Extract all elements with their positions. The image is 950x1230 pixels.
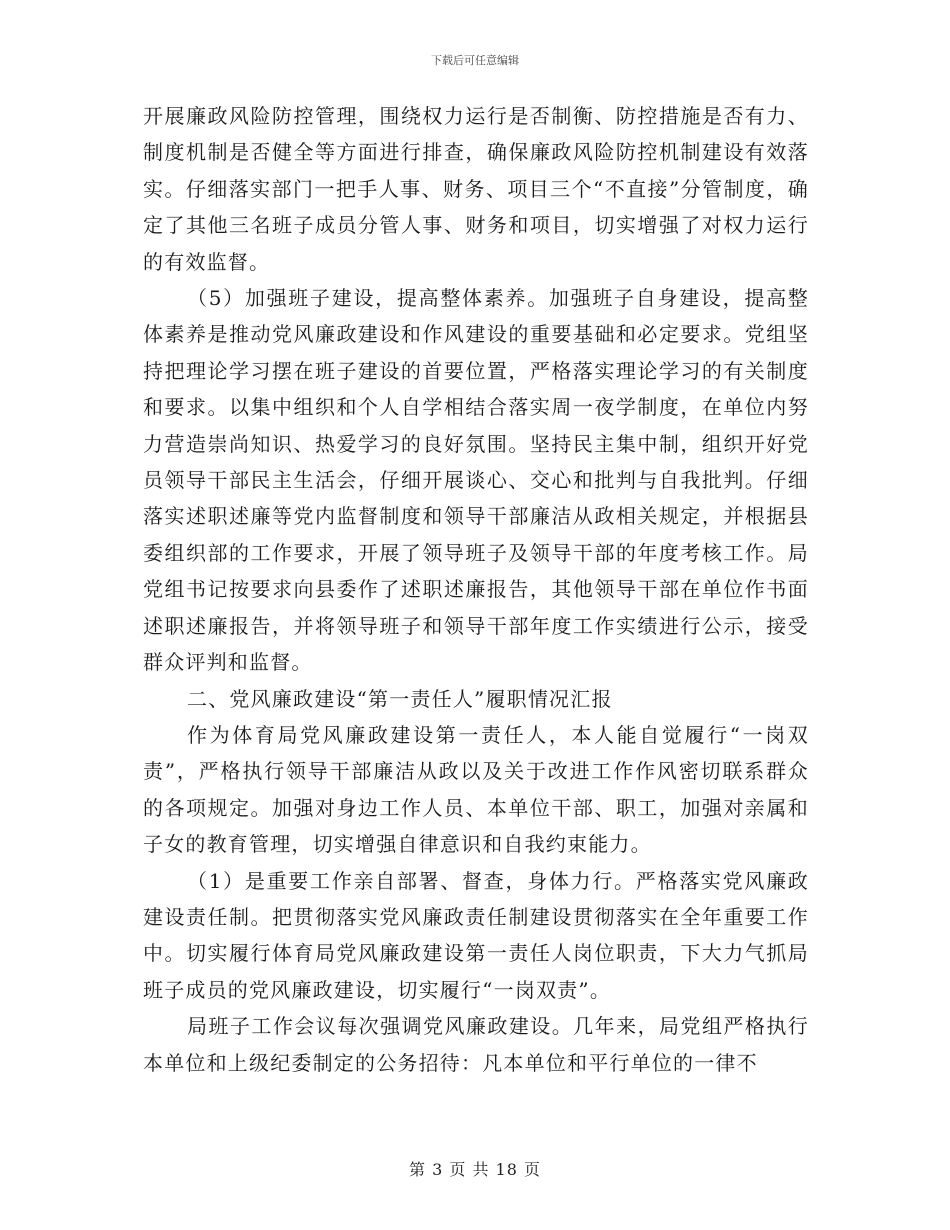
paragraph-personal-deployment: （1）是重要工作亲自部署、督查，身体力行。严格落实党风廉政建设责任制。把贯彻落实党风廉政责任制建设贯彻落实在全年重要工作中。切实履行体育局党风廉政建设第一责任人岗位职责，下大力气抓局班子成员的党风廉政建设，切实履行“一岗双责”。: [143, 868, 809, 1002]
section-heading-responsibility: 二、党风廉政建设“第一责任人”履职情况汇报: [187, 686, 613, 711]
paragraph-team-meeting: 局班子工作会议每次强调党风廉政建设。几年来，局党组严格执行本单位和上级纪委制定的公务招待：凡本单位和平行单位的一律不: [143, 1014, 809, 1075]
paragraph-continuation: 开展廉政风险防控管理，围绕权力运行是否制衡、防控措施是否有力、制度机制是否健全等方面进行排查，确保廉政风险防控机制建设有效落实。仔细落实部门一把手人事、财务、项目三个“不直接”分管制度，确定了其他三名班子成员分管人事、财务和项目，切实增强了对权力运行的有效监督。: [143, 104, 809, 274]
document-body: [143, 98, 809, 1081]
page-header: 下载后可任意编辑: [431, 54, 519, 67]
paragraph-first-responsible: 作为体育局党风廉政建设第一责任人，本人能自觉履行“一岗双责”，严格执行领导干部廉洁从政以及关于改进工作作风密切联系群众的各项规定。加强对身边工作人员、本单位干部、职工，加强对亲属和子女的教育管理，切实增强自律意识和自我约束能力。: [143, 722, 809, 857]
page-number-footer: 第 3 页 共 18 页: [409, 1160, 541, 1179]
paragraph-team-building: （5）加强班子建设，提高整体素养。加强班子自身建设，提高整体素养是推动党风廉政建设和作风建设的重要基础和必定要求。党组坚持把理论学习摆在班子建设的首要位置，严格落实理论学习的有关制度和要求。以集中组织和个人自学相结合落实周一夜学制度，在单位内努力营造崇尚知识、热爱学习的良好氛围。坚持民主集中制，组织开好党员领导干部民主生活会，仔细开展谈心、交心和批判与自我批判。仔细落实述职述廉等党内监督制度和领导干部廉洁从政相关规定，并根据县委组织部的工作要求，开展了领导班子及领导干部的年度考核工作。局党组书记按要求向县委作了述职述廉报告，其他领导干部在单位作书面述职述廉报告，并将领导班子和领导干部年度工作实绩进行公示，接受群众评判和监督。: [143, 286, 809, 675]
